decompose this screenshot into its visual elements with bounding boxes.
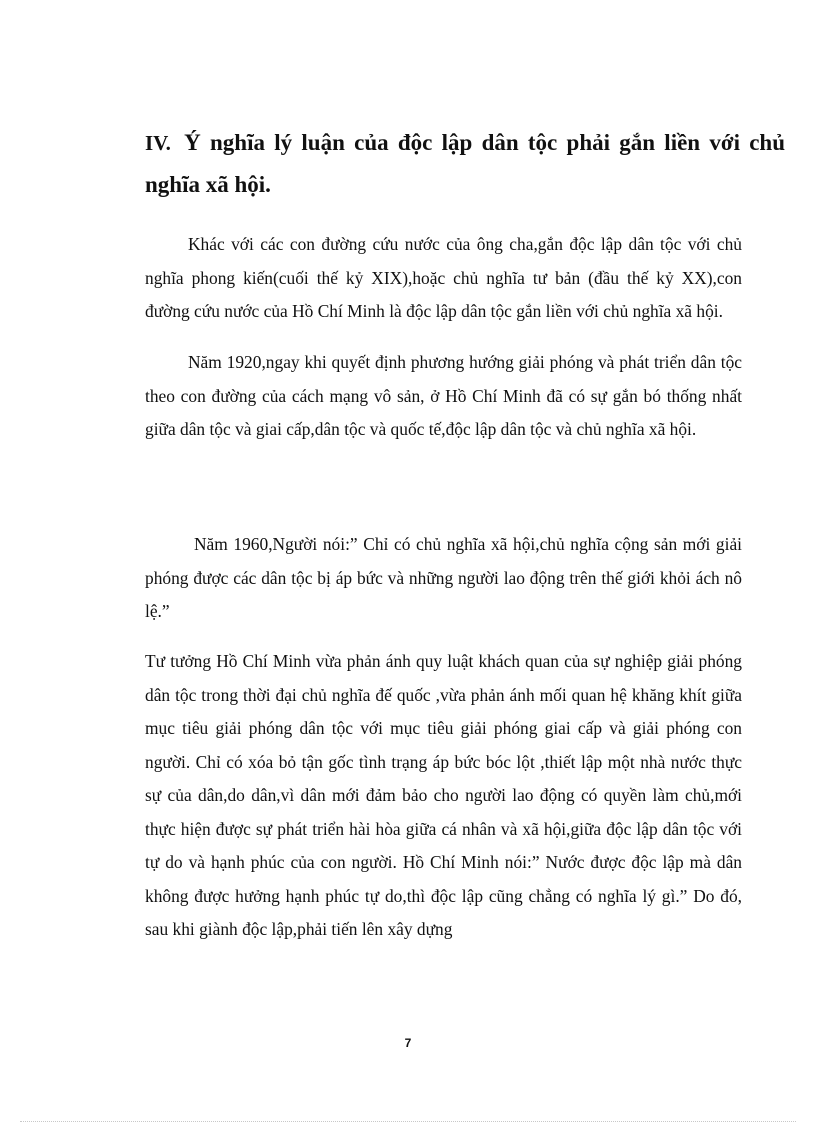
paragraph-3: Năm 1960,Người nói:” Chỉ có chủ nghĩa xã hội,chủ nghĩa cộng sản mới giải phóng được các dân tộc bị áp bức và những người lao động trên thế giới khỏi ách nô lệ.” xyxy=(145,534,742,621)
page-bottom-edge xyxy=(20,1121,796,1122)
section-number: IV. xyxy=(145,131,171,155)
paragraph-1: Khác với các con đường cứu nước của ông cha,gắn độc lập dân tộc với chủ nghĩa phong kiến(cuối thế kỷ XIX),hoặc chủ nghĩa tư bản (đầu thế kỷ XX),con đường cứu nước của Hồ Chí Minh là độc lập dân tộc gắn liền với chủ nghĩa xã hội. xyxy=(145,234,742,321)
page-number: 7 xyxy=(404,1036,412,1050)
section-title: Ý nghĩa lý luận của độc lập dân tộc phải gắn liền với chủ nghĩa xã hội. xyxy=(145,130,786,197)
section-heading xyxy=(145,122,785,206)
paragraph-2: Năm 1920,ngay khi quyết định phương hướng giải phóng và phát triển dân tộc theo con đường của cách mạng vô sản, ở Hồ Chí Minh đã có sự gắn bó thống nhất giữa dân tộc và giai cấp,dân tộc và quốc tế,độc lập dân tộc và chủ nghĩa xã hội. xyxy=(145,352,742,439)
paragraph-4: Tư tưởng Hồ Chí Minh vừa phản ánh quy luật khách quan của sự nghiệp giải phóng dân tộc trong thời đại chủ nghĩa đế quốc ,vừa phản ánh mối quan hệ khăng khít giữa mục tiêu giải phóng dân tộc với mục tiêu giải phóng giai cấp và giải phóng con người. Chỉ có xóa bỏ tận gốc tình trạng áp bức bóc lột ,thiết lập một nhà nước thực sự của dân,do dân,vì dân mới đảm bảo cho người lao động có quyền làm chủ,mới thực hiện được sự phát triển hài hòa giữa cá nhân và xã hội,giữa độc lập dân tộc với tự do và hạnh phúc của con người. Hồ Chí Minh nói:” Nước được độc lập mà dân không được hưởng hạnh phúc tự do,thì độc lập cũng chẳng có nghĩa lý gì.” Do đó, sau khi giành độc lập,phải tiến lên xây dựng xyxy=(145,651,742,939)
